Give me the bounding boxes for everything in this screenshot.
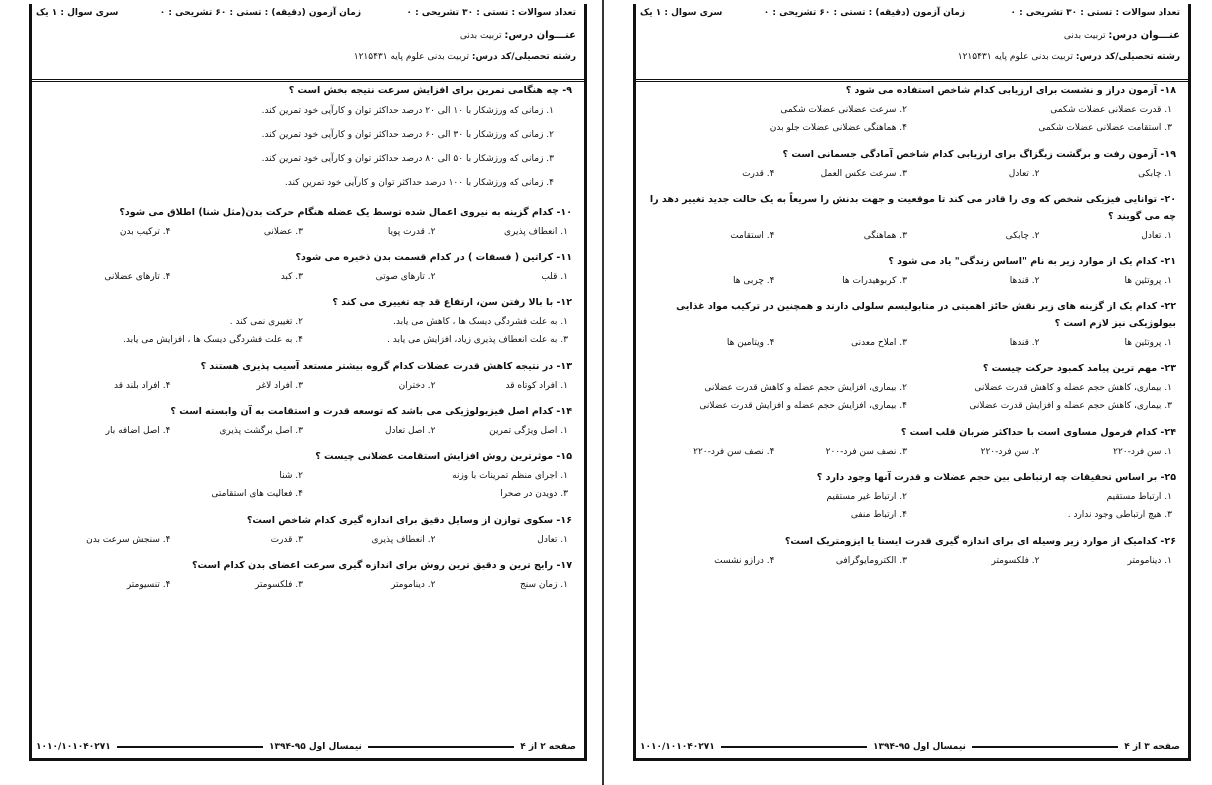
option: ۱. تعادل [1141,231,1172,241]
question-count: تعداد سوالات : تستی : ۳۰ تشریحی : ۰ [1010,8,1180,18]
question-text: ۱۶- سکوی توازن از وسایل دقیق برای اندازه گیری کدام شاخص است؟ [246,515,572,526]
page-footer [36,742,576,752]
question-text: ۱۰- کدام گزینه به نیروی اعمال شده توسط یک عضله هنگام حرکت بدن(مثل شنا) اطلاق می شود؟ [119,207,572,218]
question-19 [642,146,1176,182]
footer-rule [721,746,867,748]
option: ۴. هماهنگی عضلانی عضلات جلو بدن [769,123,907,133]
option: ۲. قندها [1009,338,1040,348]
footer-term: نیمسال اول ۹۵-۱۳۹۴ [268,742,362,752]
option: ۳. به علت انعطاف پذیری زیاد، افزایش می یابد . [387,335,568,345]
question-text: ۱۴- کدام اصل فیزیولوژیکی می باشد که توسعه قدرت و استقامت به آن وابسته است ؟ [170,406,572,417]
question-text: ۲۵- بر اساس تحقیقات چه ارتباطی بین حجم عضلات و قدرت آنها وجود دارد ؟ [816,472,1176,483]
question-22 [642,298,1176,351]
option: ۳. هیچ ارتباطی وجود ندارد . [1067,510,1172,520]
option: ۲. تارهای صوتی [375,272,436,282]
option: ۱. بیماری، کاهش حجم عضله و کاهش قدرت عضلانی [974,383,1172,393]
question-text: ۱۸- آزمون دراز و نشست برای ارزیابی کدام شاخص استفاده می شود ؟ [845,85,1176,96]
option: ۴. افراد بلند قد [113,381,171,391]
option: ۴. قدرت [742,169,775,179]
question-23 [642,360,1176,415]
question-text: ۱۹- آزمون رفت و برگشت زیگزاگ برای ارزیابی کدام شاخص آمادگی جسمانی است ؟ [782,149,1176,160]
footer-term: نیمسال اول ۹۵-۱۳۹۴ [872,742,966,752]
option: ۱. زمانی که ورزشکار با ۱۰ الی ۲۰ درصد حداکثر توان و کارآیی خود تمرین کند. [261,106,554,116]
question-text: ۲۰- توانایی فیزیکی شخص که وی را قادر می کند تا موقعیت و جهت بدنش را سریعاً به یک حالت جدید تغییر دهد را چه می گویند ؟ [649,194,1176,222]
question-list [642,82,1176,578]
option: ۳. کربوهیدرات ها [842,276,907,286]
option: ۴. اصل اضافه بار [105,426,171,436]
course-label: عنـــوان درس: [1108,30,1180,41]
field-value: تربیت بدنی علوم پایه ۱۲۱۵۴۳۱ [957,52,1073,62]
option: ۳. املاح معدنی [851,338,907,348]
option: ۴. سنجش سرعت بدن [86,535,171,545]
question-text: ۲۴- کدام فرمول مساوی است با حداکثر ضربان قلب است ؟ [900,427,1176,438]
option: ۴. درازو نشست [714,556,775,566]
option: ۳. کبد [280,272,303,282]
option: ۱. سن فرد-۲۲۰ [1113,447,1172,457]
footer-rule [368,746,514,748]
course-title-row [36,30,576,44]
question-text: ۱۲- با بالا رفتن سن، ارتفاع قد چه تغییری می کند ؟ [332,297,572,308]
option: ۳. قدرت [270,535,303,545]
option: ۳. زمانی که ورزشکار با ۵۰ الی ۸۰ درصد حداکثر توان و کارآیی خود تمرین کند. [261,154,554,164]
exam-time: زمان آزمون (دقیقه) : تستی : ۶۰ تشریحی : ۰ [159,8,361,18]
question-12 [38,294,572,349]
exam-time: زمان آزمون (دقیقه) : تستی : ۶۰ تشریحی : ۰ [763,8,965,18]
option: ۲. شنا [279,471,303,481]
option: ۲. تغییری نمی کند . [229,317,303,327]
option: ۲. دختران [398,381,436,391]
question-text: ۱۵- موثرترین روش افزایش استقامت عضلانی چیست ؟ [315,451,572,462]
option: ۲. انعطاف پذیری [371,535,436,545]
option: ۳. نصف سن فرد-۲۰۰ [825,447,907,457]
option: ۳. دویدن در صحرا [500,489,568,499]
option: ۴. فعالیت های استقامتی [211,489,303,499]
footer-rule [972,746,1118,748]
question-text: ۹- چه هنگامی تمرین برای افزایش سرعت نتیجه بخش است ؟ [288,85,572,96]
question-series: سری سوال : ۱ یک [36,8,119,18]
option: ۱. انعطاف پذیری [504,227,568,237]
option: ۳. فلکسومتر [255,580,303,590]
question-26 [642,533,1176,569]
question-text: ۲۱- کدام یک از موارد زیر به نام "اساس زندگی" یاد می شود ؟ [888,256,1176,267]
field-label: رشته تحصیلی/کد درس: [1075,52,1180,62]
option: ۳. عضلانی [263,227,303,237]
option: ۳. اصل برگشت پذیری [219,426,303,436]
course-title-row [640,30,1180,44]
option: ۴. تارهای عضلانی [104,272,171,282]
question-9 [38,82,572,195]
option: ۳. بیماری، کاهش حجم عضله و افزایش قدرت عضلانی [969,401,1172,411]
option: ۲. تعادل [1008,169,1040,179]
page-footer [640,742,1180,752]
question-13 [38,358,572,394]
option: ۴. استقامت [730,231,775,241]
field-value: تربیت بدنی علوم پایه ۱۲۱۵۴۳۱ [353,52,469,62]
question-15 [38,448,572,503]
footer-code: ۱۰۱۰/۱۰۱۰۴۰۲۷۱ [35,742,111,752]
course-value: تربیت بدنی [1063,31,1106,41]
header-row [36,8,576,24]
footer-page-number: صفحه ۳ از ۴ [1124,742,1180,752]
option: ۲. فلکسومتر [991,556,1040,566]
question-list [38,82,572,602]
question-text: ۲۲- کدام یک از گزینه های زیر نقش حائز اهمیتی در متابولیسم سلولی دارند و همچنین در ترکیب مواد غذایی بیولوژیکی نیز لازم است ؟ [676,301,1176,329]
option: ۲. اصل تعادل [384,426,436,436]
option: ۱. ارتباط مستقیم [1106,492,1172,502]
option: ۴. تنسیومتر [126,580,171,590]
option: ۲. سرعت عضلانی عضلات شکمی [780,105,907,115]
course-value: تربیت بدنی [459,31,502,41]
question-14 [38,403,572,439]
question-text: ۱۳- در نتیجه کاهش قدرت عضلات کدام گروه بیشتر مستعد آسیب پذیری هستند ؟ [200,361,572,372]
option: ۳. هماهنگی [863,231,907,241]
question-25 [642,469,1176,524]
footer-code: ۱۰۱۰/۱۰۱۰۴۰۲۷۱ [639,742,715,752]
option: ۲. بیماری، افزایش حجم عضله و کاهش قدرت عضلانی [704,383,907,393]
exam-page-3 [614,0,1204,785]
question-16 [38,512,572,548]
option: ۲. سن فرد-۲۲۰ [980,447,1040,457]
option: ۲. زمانی که ورزشکار با ۳۰ الی ۶۰ درصد حداکثر توان و کارآیی خود تمرین کند. [261,130,554,140]
option: ۱. اجرای منظم تمرینات با وزنه [452,471,568,481]
option: ۲. دینامومتر [390,580,436,590]
option: ۴. بیماری، افزایش حجم عضله و افزایش قدرت عضلانی [699,401,907,411]
option: ۱. زمان سنج [519,580,568,590]
option: ۱. پروتئین ها [1124,276,1172,286]
field-row [36,52,576,66]
option: ۴. زمانی که ورزشکار با ۱۰۰ درصد حداکثر توان و کارآیی خود تمرین کند. [284,178,554,188]
option: ۴. ویتامین ها [726,338,775,348]
option: ۴. چربی ها [733,276,775,286]
question-count: تعداد سوالات : تستی : ۳۰ تشریحی : ۰ [406,8,576,18]
question-10 [38,204,572,240]
field-label: رشته تحصیلی/کد درس: [471,52,576,62]
option: ۱. پروتئین ها [1124,338,1172,348]
question-17 [38,557,572,593]
question-24 [642,424,1176,460]
header-row [640,8,1180,24]
question-21 [642,253,1176,289]
option: ۲. ارتباط غیر مستقیم [826,492,907,502]
option: ۱. دینامومتر [1127,556,1172,566]
option: ۳. افراد لاغر [256,381,303,391]
option: ۴. نصف سن فرد-۲۲۰ [693,447,775,457]
option: ۱. افراد کوتاه قد [505,381,568,391]
option: ۱. به علت فشردگی دیسک ها ، کاهش می یابد. [393,317,568,327]
course-label: عنـــوان درس: [504,30,576,41]
footer-page-number: صفحه ۲ از ۴ [520,742,576,752]
option: ۳. سرعت عکس العمل [820,169,907,179]
question-11 [38,249,572,285]
option: ۱. تعادل [537,535,568,545]
question-text: ۱۱- کراتین ( فسفات ) در کدام قسمت بدن ذخیره می شود؟ [295,252,572,263]
option: ۲. قدرت پویا [387,227,436,237]
option: ۱. چابکی [1138,169,1172,179]
question-20 [642,191,1176,244]
option: ۱. قدرت عضلانی عضلات شکمی [1050,105,1172,115]
option: ۳. استقامت عضلانی عضلات شکمی [1038,123,1172,133]
option: ۲. قندها [1009,276,1040,286]
option: ۴. ارتباط منفی [850,510,907,520]
exam-page-2 [10,0,600,785]
field-row [640,52,1180,66]
option: ۴. ترکیب بدن [119,227,171,237]
footer-rule [117,746,263,748]
option: ۱. قلب [541,272,568,282]
option: ۴. به علت فشردگی دیسک ها ، افزایش می یابد. [123,335,303,345]
question-text: ۲۶- کدامیک از موارد زیر وسیله ای برای اندازه گیری قدرت ایستا یا ایزومتریک است؟ [784,536,1176,547]
option: ۲. چابکی [1005,231,1040,241]
question-text: ۱۷- رایج ترین و دقیق ترین روش برای اندازه گیری سرعت اعضای بدن کدام است؟ [192,560,572,571]
option: ۱. اصل ویژگی تمرین [489,426,568,436]
question-series: سری سوال : ۱ یک [640,8,723,18]
question-18 [642,82,1176,137]
page-divider [602,0,604,785]
option: ۳. الکترومایوگرافی [835,556,907,566]
question-text: ۲۳- مهم ترین پیامد کمبود حرکت چیست ؟ [982,363,1176,374]
